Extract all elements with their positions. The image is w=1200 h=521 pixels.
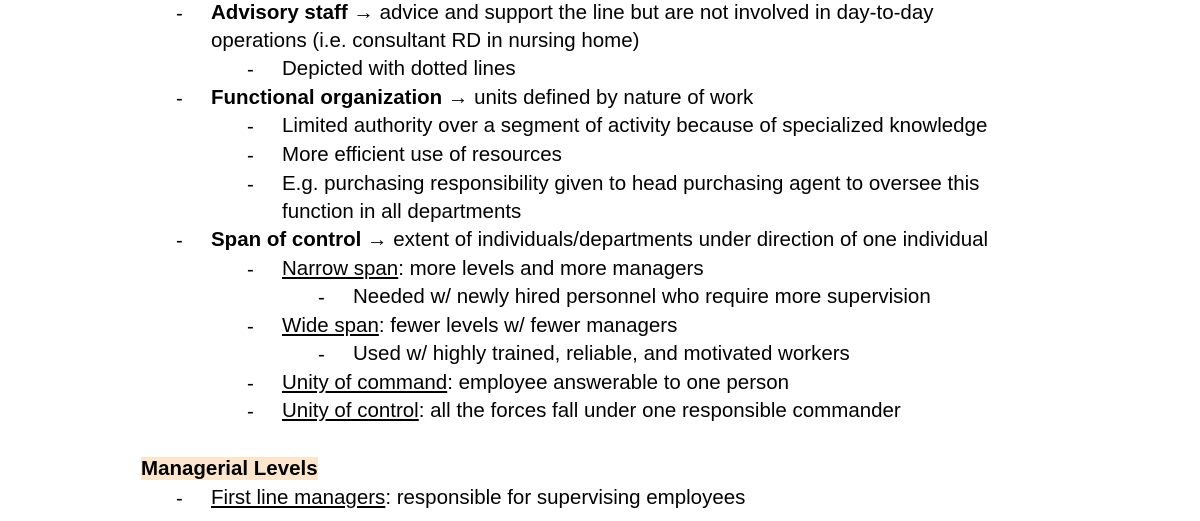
wide-span-item [282, 312, 677, 341]
managerial-levels-heading: Managerial Levels [141, 457, 318, 480]
unity-of-command-item [282, 369, 789, 398]
arrow: → [347, 1, 380, 24]
arrow: → [361, 228, 394, 251]
narrow-span-text: : more levels and more managers [398, 257, 704, 280]
first-line-managers-text: : responsible for supervising employees [385, 486, 746, 509]
first-line-managers-term: First line managers [211, 486, 386, 509]
advisory-sub-item: Depicted with dotted lines [282, 57, 516, 80]
bullet-dash: - [176, 87, 183, 110]
narrow-span-item [282, 255, 704, 284]
bullet-dash: - [318, 286, 325, 309]
wide-span-sub-item: Used w/ highly trained, reliable, and motivated workers [353, 342, 850, 365]
narrow-span-term: Narrow span [282, 257, 399, 280]
functional-sub-item: More efficient use of resources [282, 143, 562, 166]
wide-span-term: Wide span [282, 314, 379, 337]
advisory-staff-term: Advisory staff [211, 1, 348, 24]
unity-of-control-term: Unity of control [282, 399, 419, 422]
bullet-dash: - [247, 58, 254, 81]
bullet-dash: - [318, 343, 325, 366]
bullet-dash: - [247, 372, 254, 395]
first-line-managers-item [211, 484, 745, 513]
section-heading [141, 455, 318, 484]
span-of-control-term: Span of control [211, 228, 362, 251]
bullet-dash: - [247, 258, 254, 281]
bullet-dash: - [247, 115, 254, 138]
advisory-staff-text: advice and support the line but are not involved in day-to-day [379, 1, 934, 24]
bullet-dash: - [247, 315, 254, 338]
functional-org-text: units defined by nature of work [474, 86, 754, 109]
functional-org-term: Functional organization [211, 86, 443, 109]
bullet-dash: - [176, 487, 183, 510]
span-of-control-item [211, 226, 988, 255]
unity-of-command-text: : employee answerable to one person [447, 371, 790, 394]
bullet-dash: - [247, 400, 254, 423]
unity-of-control-text: : all the forces fall under one responsible commander [418, 399, 901, 422]
functional-sub-item-cont: function in all departments [282, 200, 522, 223]
span-of-control-text: extent of individuals/departments under direction of one individual [393, 228, 989, 251]
advisory-staff-text-cont: operations (i.e. consultant RD in nursing home) [211, 29, 640, 52]
narrow-span-sub-item: Needed w/ newly hired personnel who require more supervision [353, 285, 931, 308]
advisory-staff-item [211, 0, 933, 28]
bullet-dash: - [247, 144, 254, 167]
bullet-dash: - [176, 2, 183, 25]
arrow: → [442, 86, 475, 109]
functional-sub-item: E.g. purchasing responsibility given to head purchasing agent to oversee this [282, 172, 980, 195]
bullet-dash: - [176, 229, 183, 252]
unity-of-control-item [282, 397, 901, 426]
wide-span-text: : fewer levels w/ fewer managers [378, 314, 678, 337]
functional-org-item [211, 84, 753, 113]
bullet-dash: - [247, 173, 254, 196]
unity-of-command-term: Unity of command [282, 371, 448, 394]
functional-sub-item: Limited authority over a segment of activity because of specialized knowledge [282, 114, 988, 137]
